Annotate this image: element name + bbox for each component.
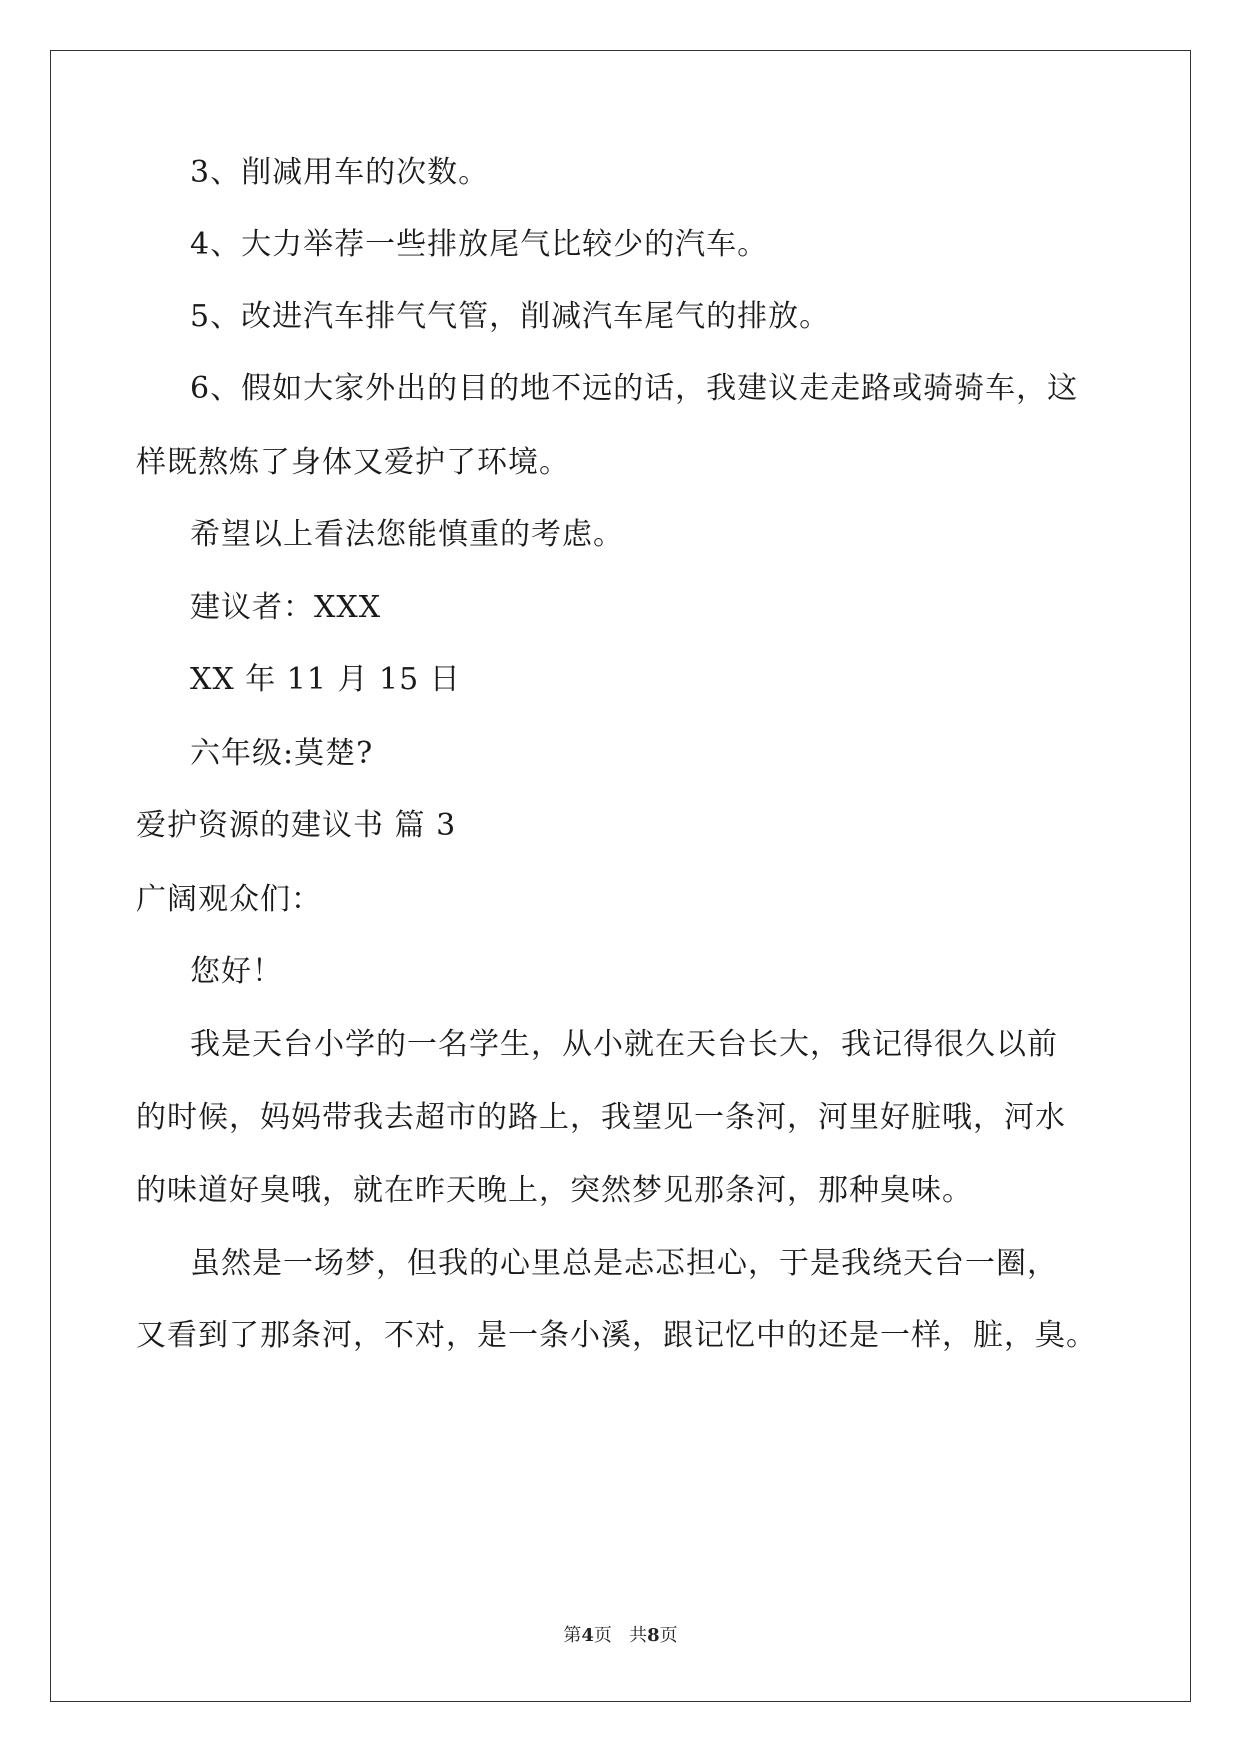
- footer-page-word: 页: [593, 1625, 612, 1646]
- text-line-5: 样既熬炼了身体又爱护了环境。: [136, 445, 570, 480]
- text-line-4: 6、假如大家外出的目的地不远的话，我建议走走路或骑骑车，这: [190, 371, 1079, 406]
- signer-line: 建议者：XXX: [190, 590, 382, 625]
- footer-prefix: 第: [563, 1625, 582, 1646]
- page-footer: [0, 1624, 1241, 1648]
- text-line-13: 我是天台小学的一名学生，从小就在天台长大，我记得很久以前: [190, 1027, 1058, 1062]
- footer-total-prefix: 共: [629, 1625, 648, 1646]
- text-line-1: 3、削减用车的次数。: [190, 155, 490, 190]
- footer-total-suffix: 页: [659, 1625, 678, 1646]
- text-line-16: 虽然是一场梦，但我的心里总是忐忑担心，于是我绕天台一圈，: [190, 1246, 1058, 1281]
- author-line: 六年级:莫楚?: [190, 736, 374, 771]
- total-pages-number: 8: [647, 1625, 660, 1646]
- section-title: 爱护资源的建议书 篇 3: [136, 808, 457, 843]
- text-line-14: 的时候，妈妈带我去超市的路上，我望见一条河，河里好脏哦，河水: [136, 1100, 1066, 1135]
- greeting-line: 您好！: [190, 954, 283, 989]
- text-line-6: 希望以上看法您能慎重的考虑。: [190, 517, 624, 552]
- date-line: XX 年 11 月 15 日: [190, 662, 461, 697]
- salutation-line: 广阔观众们：: [136, 882, 322, 917]
- text-line-15: 的味道好臭哦，就在昨天晚上，突然梦见那条河，那种臭味。: [136, 1173, 973, 1208]
- current-page-number: 4: [581, 1625, 594, 1646]
- text-line-17: 又看到了那条河，不对，是一条小溪，跟记忆中的还是一样，脏，臭。: [136, 1318, 1097, 1353]
- text-line-3: 5、改进汽车排气气管，削减汽车尾气的排放。: [190, 299, 831, 334]
- text-line-2: 4、大力举荐一些排放尾气比较少的汽车。: [190, 227, 769, 262]
